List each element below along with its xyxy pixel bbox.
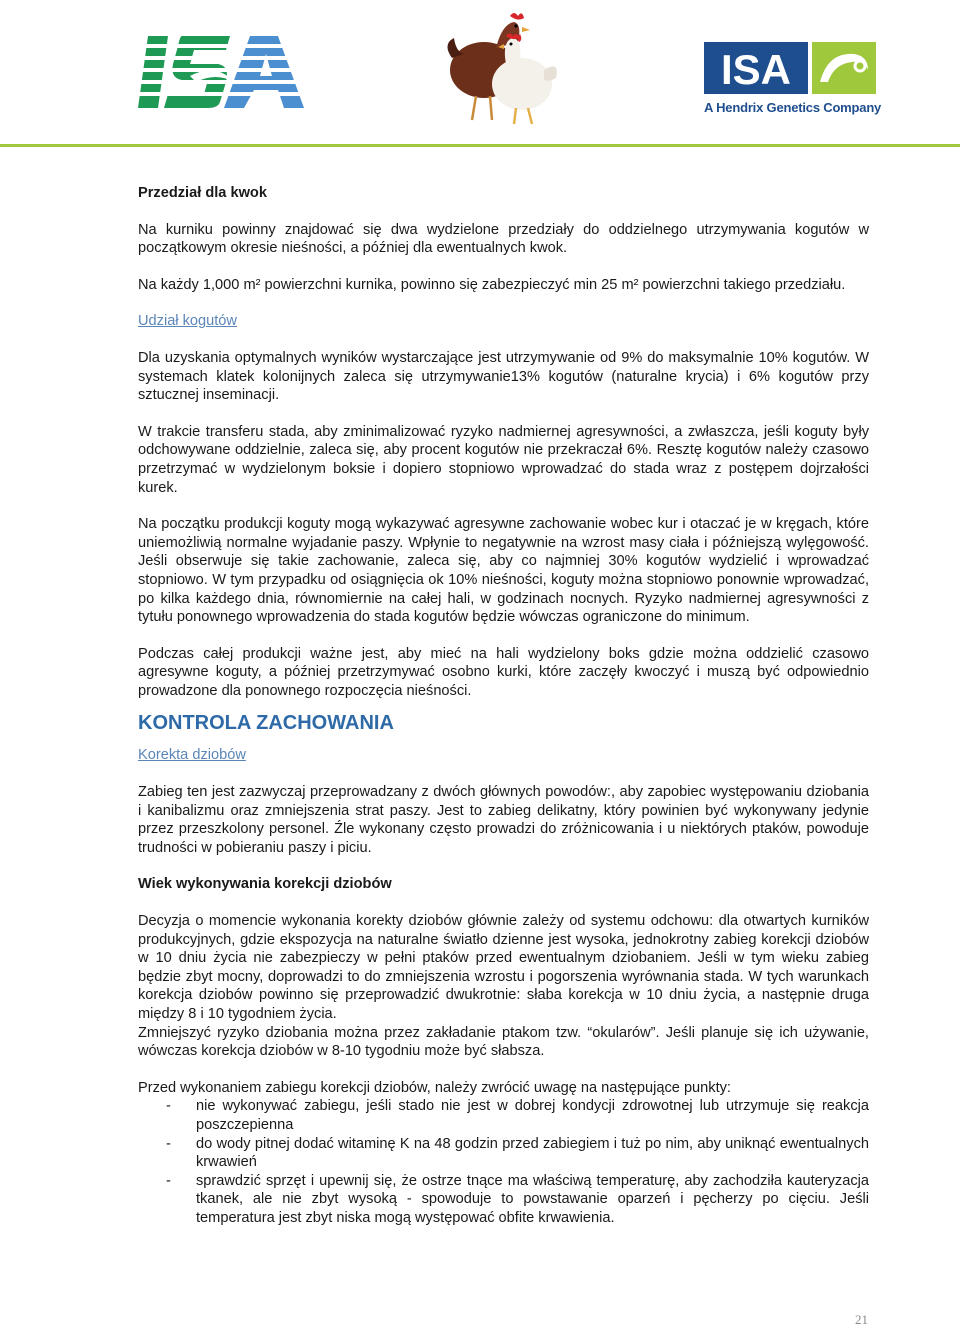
header-divider — [0, 144, 960, 147]
list-item — [138, 1097, 869, 1134]
bullet-dash: - — [166, 1135, 171, 1152]
paragraph: W trakcie transferu stada, aby zminimalizować ryzyko nadmiernej agresywności, a zwłaszcza, jeśli koguty były odchowywane oddzielnie, zaleca się, aby procent kogutów nie przekraczał 6%. Resztę kogutów należy czasowo przetrzymać w wydzielonym boksie i dopiero stopniowo wprowadzać do stada wraz z postępem dojrzałości kurek. — [138, 423, 869, 496]
page-number: 21 — [855, 1312, 868, 1327]
section-title-kontrola: KONTROLA ZACHOWANIA — [138, 712, 394, 735]
bullet-list — [138, 1097, 869, 1227]
bullet-dash: - — [166, 1098, 171, 1115]
paragraph: Podczas całej produkcji ważne jest, aby mieć na hali wydzielony boks gdzie można oddzielić czasowo agresywne koguty, a później przetrzymywać osobno kurki, które zaczęły kwoczyć i muszą być odpowiednio prowadzone dla ponownego rozpoczęcia nieśności. — [138, 645, 869, 699]
heading-przedzial: Przedział dla kwok — [138, 185, 267, 201]
paragraph: Na początku produkcji koguty mogą wykazywać agresywne zachowanie wobec kur i otaczać je w kręgach, które uniemożliwią normalne wyjadanie paszy. Wpłynie to negatywnie na wzrost masy ciała i późniejszą wylęgowość. Jeśli obserwuje się takie zachowanie, zaleca się, aby co najmniej 30% kogutów wydzielić i wprowadzać stopniowo. W tym przypadku od osiągnięcia ok 10% nieśności, koguty można stopniowo ponownie wprowadzać, po kilka każdego dnia, równomiernie na całej hali, w godzinach nocnych. Ryzyko nadmiernej agresywności z tytułu ponownego wprowadzenia do stada kogutów będzie wówczas ograniczone do minimum. — [138, 516, 869, 626]
heading-wiek-korekcji: Wiek wykonywania korekcji dziobów — [138, 876, 392, 893]
list-item — [138, 1172, 869, 1228]
list-item-text: nie wykonywać zabiegu, jeśli stado nie jest w dobrej kondycji zdrowotnej lub utrzymuje się reakcja poszczepienna — [196, 1098, 869, 1133]
subheading-udzial-kogutow: Udział kogutów — [138, 313, 237, 330]
list-item — [138, 1135, 869, 1172]
paragraph: Dla uzyskania optymalnych wyników wystarczające jest utrzymywanie od 9% do maksymalnie 10% kogutów. W systemach klatek kolonijnych zaleca się utrzymywanie13% kogutów (naturalne krycia) i 6% kogutów przy sztucznej inseminacji. — [138, 349, 869, 404]
paragraph: Na każdy 1,000 m² powierzchni kurnika, powinno się zabezpieczyć min 25 m² powierzchni takiego przedziału. — [138, 276, 846, 293]
right-logo-tagline: A Hendrix Genetics Company — [704, 100, 882, 115]
paragraph: Na kurniku powinny znajdować się dwa wydzielone przedziały do oddzielnego utrzymywania kogutów w początkowym okresie nieśności, a później dla ewentualnych kwok. — [138, 221, 869, 257]
paragraph: Zmniejszyć ryzyko dziobania można przez zakładanie ptakom tzw. “okularów”. Jeśli planuje się ich używanie, wówczas korekcja dziobów w 8-10 tygodniu może być słabsza. — [138, 1024, 869, 1060]
right-logo-text: ISA — [720, 46, 792, 93]
list-item-text: do wody pitnej dodać witaminę K na 48 godzin przed zabiegiem i tuż po nim, aby uniknąć ewentualnych krwawień — [196, 1135, 869, 1171]
document-body — [138, 184, 869, 1228]
paragraph: Przed wykonaniem zabiegu korekcji dziobów, należy zwrócić uwagę na następujące punkty: — [138, 1079, 731, 1096]
subheading-korekta-dziobow: Korekta dziobów — [138, 747, 246, 764]
hens-illustration — [444, 8, 560, 126]
paragraph: Zabieg ten jest zazwyczaj przeprowadzany z dwóch głównych powodów:, aby zapobiec występowaniu dziobania i kanibalizmu oraz zmniejszenia strat paszy. Jest to zabieg delikatny, który powinien być wykonywany jedynie przez przeszkolony personel. Źle wykonany często prowadzi do zróżnicowania i u niektórych ptaków, powoduje trudności w pobieraniu paszy i piciu. — [138, 784, 869, 856]
list-item-text: sprawdzić sprzęt i upewnij się, że ostrze tnące ma właściwą temperaturę, aby zachodziła kauteryzacja tkanek, ale nie zbyt wysoką - spowoduje to powstawanie oparzeń i pęcherzy po cięciu. Jeśli temperatura jest zbyt niska mogą występować obfite krwawienia. — [196, 1172, 869, 1226]
isa-logo-left — [138, 36, 304, 108]
page-header — [0, 0, 960, 150]
bullet-dash: - — [166, 1172, 171, 1189]
paragraph: Decyzja o momencie wykonania korekty dziobów głównie zależy od systemu odchowu: dla otwartych kurników produkcyjnych, gdzie ekspozycja na naturalne światło dzienne jest wysoka, jednokrotny zabieg korekcji dziobów w 10 dniu życia nie zabezpieczy w pełni ptaków przed ewentualnym dziobaniem. Jeśli w tym wieku zabieg będzie zbyt mocny, doprowadzi to do zmniejszenia wzrostu i pogorszenia wyrównania stada. W tych warunkach korekcja dziobów powinno się przeprowadzić dwukrotnie: słaba korekcja w 10 dniu życia, a następnie druga między 8 i 10 tygodniem życia. — [138, 913, 869, 1022]
